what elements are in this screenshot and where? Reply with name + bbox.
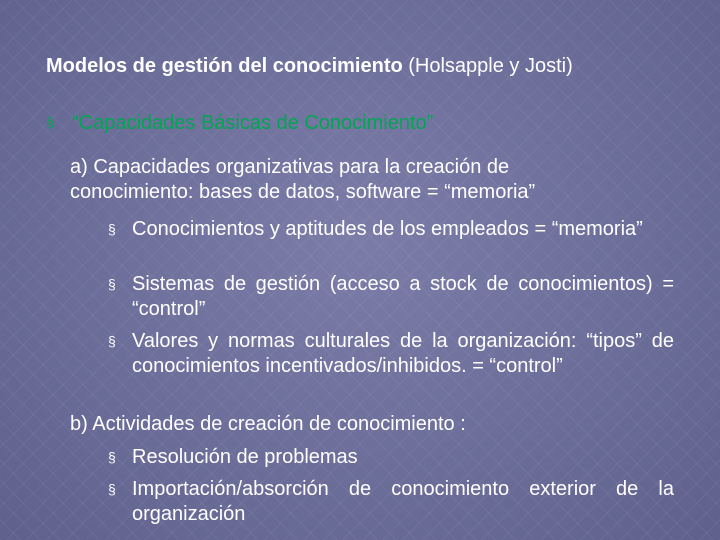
list-item-text: Importación/absorción de conocimiento exterior de la organización [132,478,674,525]
list-item-text: Resolución de problemas [132,446,358,468]
square-bullet-icon: § [108,276,116,292]
list-item [108,329,674,379]
list-item-text: Conocimientos y aptitudes de los empleados = “memoria” [132,218,643,240]
list-item-text: Valores y normas culturales de la organización: “tipos” de conocimientos incentivados/inhibidos. = “control” [132,330,674,377]
title-bold: Modelos de gestión del conocimiento [46,55,403,77]
list-item-text: Sistemas de gestión (acceso a stock de conocimientos) = “control” [132,273,674,320]
main-bullet [46,112,433,135]
square-bullet-icon: § [108,333,116,349]
slide-title [46,55,573,78]
main-bullet-text: “Capacidades Básicas de Conocimiento” [72,112,434,134]
title-authors: (Holsapple y Josti) [408,55,573,77]
section-b-heading [70,412,676,437]
section-a-heading [70,155,676,205]
section-a-line2: conocimiento: bases de datos, software = “memoria” [70,181,536,203]
list-item [108,217,674,242]
section-b-line1: b) Actividades de creación de conocimiento : [70,413,466,435]
square-bullet-icon: § [46,114,54,130]
list-item [108,477,674,527]
list-item [108,445,674,470]
section-a-line1: a) Capacidades organizativas para la creación de [70,156,510,178]
square-bullet-icon: § [108,221,116,237]
list-item [108,272,674,322]
square-bullet-icon: § [108,449,116,465]
square-bullet-icon: § [108,481,116,497]
